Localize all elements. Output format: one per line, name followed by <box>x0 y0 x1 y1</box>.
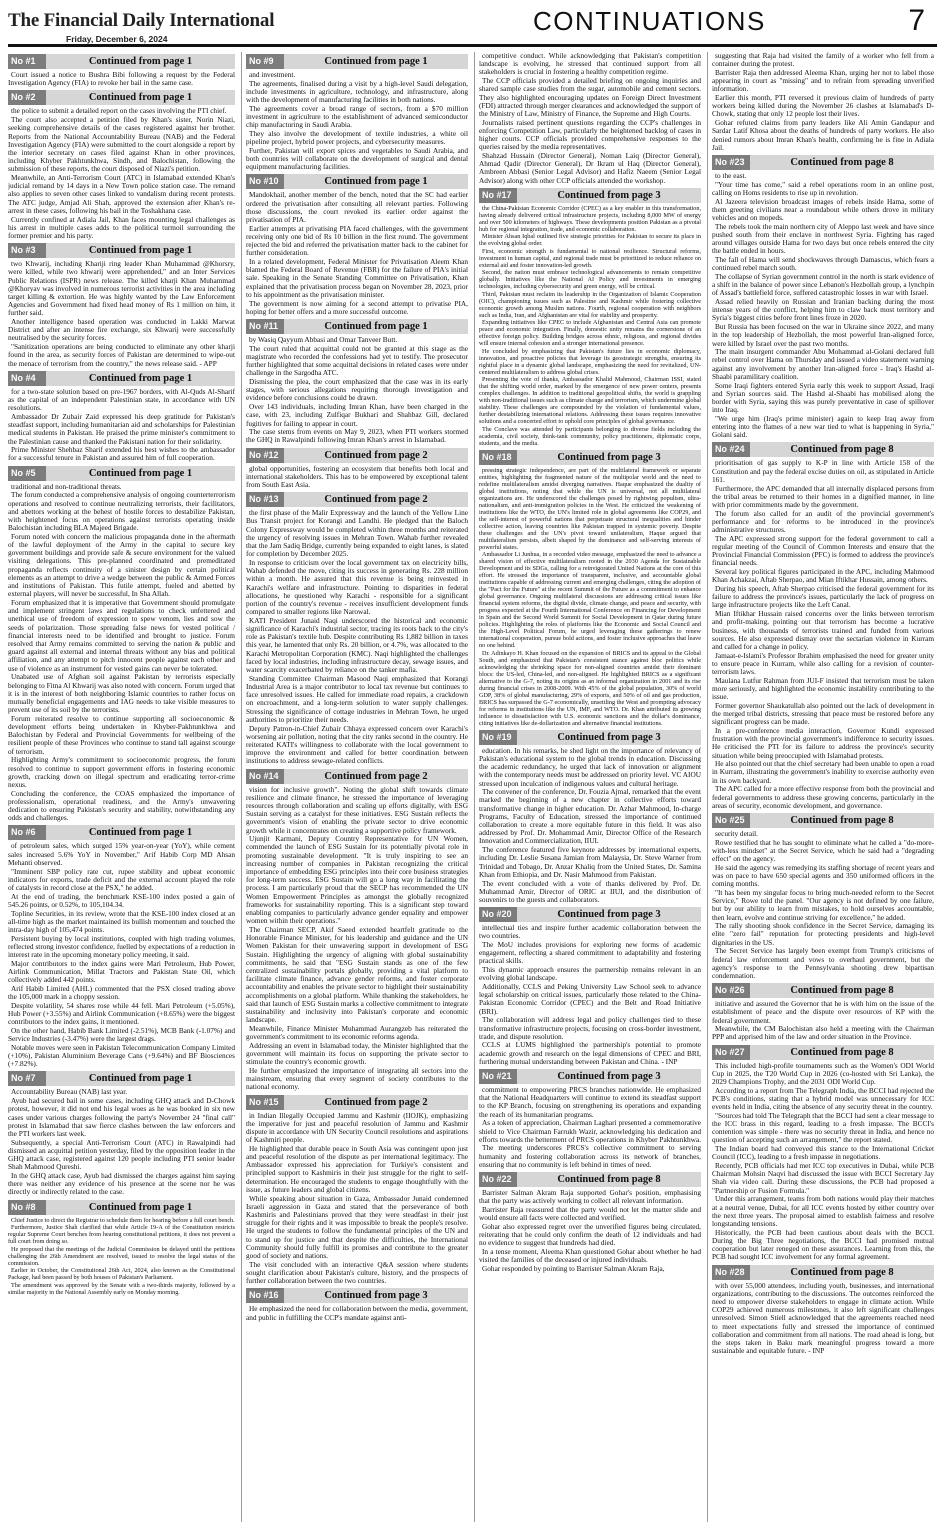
article-paragraph: security detail. <box>715 828 758 838</box>
continuation-block <box>246 319 468 445</box>
article-paragraph: Some Iraqi fighters entered Syria early this week to support Assad, Iraqi and Syrian sources said. The Hashd al-Shaabi has mobilised along the border with Syria, saying this was purely preventative in case of spillover into Iraq. <box>712 380 934 415</box>
continuation-header <box>479 1172 701 1187</box>
article-paragraph: The APC called for a more effective response from both the provincial and federal governments to address these growing concerns, particularly in the areas of security, economic development, and governance. <box>712 784 934 810</box>
continuation-block <box>479 730 701 904</box>
continuation-number: No #1 <box>8 54 46 69</box>
article-paragraph: During his speech, Aftab Sherpao criticised the federal government for its failure to address the province's issues, particularly the lack of progress on large infrastructure projects like the Left Canal. <box>712 583 934 610</box>
article-paragraph: Gohar responded by pointing to Barrister Salman Akram Raja, <box>482 1263 665 1273</box>
continuation-title: Continued from page 1 <box>284 174 468 189</box>
article-paragraph: Shahzad Hussain (Director General), Noman Laiq (Director General), Ahmad Qadir (Director General), Dr Ikram ul Haq (Director General), Ambreen Abbasi (Senior Legal Advisor) and Hafiz Naeem (Senior Legal Advisor) along with other CCP officials attended the workshop. <box>479 150 701 185</box>
article-paragraph: First, economic strength is fundamental to national resilience. Structural reforms, investment in human capital, and regional trade must be prioritized to reduce reliance on external aid and foster innovation-led growth. <box>479 247 701 269</box>
continuation-title: Continued from page 1 <box>46 243 235 258</box>
article-paragraph: Mandokhail, another member of the bench, noted that the SC had earlier ordered the privatisation after consulting all relevant parties. Following those discussions, the court revoked its earlier order against the privatisation of PIA. <box>246 190 468 225</box>
continuation-title: Continued from page 8 <box>750 1265 934 1280</box>
article-paragraph: Topline Securities, in its review, wrote that the KSE-100 index closed at an all-time high as the market maintained its bullish momentum and touched the intra-day high of 105,474 points. <box>8 908 235 934</box>
continuation-block <box>712 1045 934 1262</box>
article-paragraph: The meeting underscores PRCS's collective commitment to serving humanity and fostering collaboration across its network of branches, ensuring that no community is left behind in times of need. <box>479 1143 701 1169</box>
article-paragraph: The rebels took the main northern city of Aleppo last week and have since pushed south from their enclave in northwest Syria. Fighting has raged around villages outside Hama for two days but once rebels entered the city the battle ended in hours. <box>712 221 934 256</box>
article-paragraph: The court also accepted a petition filed by Khan's sister, Norin Niazi, seeking comprehensive details of the cases registered against her brother. Reports from the National Accountability Bureau (NAB) and the Federal Investigation Agency (FIA) were submitted to the court alongside a report by the interior secretary on cases filed against Khan in other provinces, including Khyber Pakhtunkhwa, Sindh, and Balochistan, following the submission of these reports, the court disposed of Niazi's petition. <box>8 115 235 174</box>
continuation-title: Continued from page 8 <box>750 442 934 457</box>
continuation-header <box>246 319 468 334</box>
article-paragraph: The forum also called for an audit of the provincial government's performance and for reforms to be introduced in the province's administrative structures. <box>712 508 934 535</box>
continuation-header <box>8 371 235 386</box>
article-paragraph: Notable moves were seen in Pakistan Telecommunication Company Limited (+10%), Pakistan Aluminium Beverage Cans (+9.64%) and BF Biosciences (+7.82%). <box>8 1042 235 1069</box>
article-paragraph: to the east. <box>715 170 747 180</box>
article-paragraph: Assad relied heavily on Russian and Iranian backing during the most intense years of the conflict, helping him to claw back most territory and Syria's biggest cities before front lines froze in 2020. <box>712 296 934 323</box>
continuation-block <box>712 813 934 980</box>
article-paragraph: Dismissing the plea, the court emphasized that the case was in its early stages, with serious allegations requiring thorough investigation and evidence before conclusions could be drawn. <box>246 377 468 403</box>
article-paragraph: Another intelligence based operation was conducted in Lakki Marwat District and after an intense fire exchange, six Khwarij were successfully neutralised by the security forces. <box>8 317 235 343</box>
article-paragraph: Ayub had secured bail in some cases, including GHQ attack and D-Chowk protest, however, it did not end his legal woes as he was booked in six new cases under various charges following the party's November 24 "final call" protest in Islamabad that saw fierce clashes between the law enforcers and the PTI workers last week. <box>8 1096 235 1138</box>
continuation-title: Continued from page 1 <box>46 1200 235 1215</box>
continuation-number: No #18 <box>479 450 517 465</box>
article-paragraph: The MoU includes provisions for exploring new forms of academic engagement, reflecting a shared commitment to adaptability and fostering practical skills. <box>479 940 701 966</box>
article-paragraph: vision for inclusive growth". Noting the global shift towards climate resilience and climate finance, he stressed the importance of leveraging resources through collaboration and scaling up efforts digitally, with ESG Sustain serving as a catalyst for these initiatives. ESG Sustain reflects the government's vision of enabling the private sector to drive economic growth while it concentrates on creating a supportive policy framework. <box>246 784 468 835</box>
continuation-header <box>712 983 934 998</box>
continuation-header <box>246 1288 468 1303</box>
continuation-header <box>246 492 468 507</box>
continuation-number: No #25 <box>712 813 750 828</box>
article-paragraph: Gohar refuted claims from party leaders like Ali Amin Gandapur and Sardar Latif Khosa about the deaths of hundreds of party workers. He also denied rumors about Imran Khan's health, confirming he is fine in Adiala Jail. <box>712 118 934 152</box>
continuation-block <box>479 907 701 1066</box>
continuation-header <box>8 54 235 69</box>
article-paragraph: Al Jazeera television broadcast images of rebels inside Hama, some of them greeting civilians near a roundabout while others drove in military vehicles and on mopeds. <box>712 196 934 222</box>
article-paragraph: In a related development, Federal Minister for Privatisation Aleem Khan blamed the Federal Board of Revenue (FBR) for the failure of PIA's initial sale. Speaking in the Senate Standing Committee on Privatisation, Khan explained that the privatisation process began on November 28, 2023, prior to his appointment as the privatisation minister. <box>246 257 468 299</box>
continuation-header <box>8 466 235 481</box>
article-paragraph: in Indian Illegally Occupied Jammu and Kashmir (IIOJK), emphasizing the imperative for just and peaceful resolution of Jammu and Kashmir dispute in accordance with UN Security Council resolutions and aspirations of Kashmiri people. <box>246 1110 468 1145</box>
continuation-number: No #6 <box>8 825 46 840</box>
article-paragraph: The convener of the conference, Dr. Fouzia Ajmal, remarked that the event marked the beginning of a new chapter in collective efforts toward transformative change in higher education. Dr. Azhar Mahmood, In-charge Programs, Faculty of Education, stressed the importance of continued collaboration to create a more equitable future in this field. It was also addressed by Prof. Dr. Mohammad Amir, Director Office of the Research Innovation and Commercialization, IIUI. <box>479 787 701 846</box>
article-paragraph: with over 55,000 attendees, including youth, businesses, and international organizations, contributing to the discussions. The outcomes reinforced the need to empower diverse stakeholders to engage in climate action. While COP29 achieved numerous milestones, it also left significant challenges unresolved. Simon Stiell acknowledged that the agreements reached need to meet expectations fully and stressed the importance of continued collaboration and commitment from all nations. The road ahead is long, but the steps taken in Baku mark meaningful progress toward a more sustainable and equitable future. - INP <box>712 1280 934 1356</box>
article-paragraph: Earlier in October, the Constitutional 26th Act, 2024, also known as the Constitutional Package, had been passed by both houses of Pakistan's Parliament. <box>8 1267 235 1282</box>
continuation-header <box>712 1265 934 1280</box>
continuation-header <box>479 188 701 203</box>
article-paragraph: "We urge him (Iraq's prime minister) again to keep Iraq away from entering into the flames of a new war tied to what is happening in Syria," Golani said. <box>712 413 934 440</box>
article-paragraph: The agreements, finalised during a visit by a high-level Saudi delegation, include investments in agriculture, technology, and infrastructure, along with the development of manufacturing facilities in both nations. <box>246 78 468 105</box>
article-paragraph: The Chairman SECP, Akif Saeed extended heartfelt gratitude to the Honorable Finance Minister, for his leadership and guidance and the UN Women Pakistan for their unwavering support in development of ESG Sustain. Highlighting the urgency of aligning with global sustainability commitments, he said that "ESG Sustain stands as one of the few centralized sustainability portals globally, providing a vital platform to facilitate climate finance, advance gender reforms, and foster corporate accountability and enables the private sector to highlight their sustainability accomplishments on a global platform. While thanking the stakeholders, he said that launch of ESG Sustain marks a collective commitment to integrate sustainability and inclusivity into Pakistan's corporate and economic landscape. <box>246 924 468 1025</box>
continuation-number: No #5 <box>8 466 46 481</box>
continuation-number: No #24 <box>712 442 750 457</box>
article-paragraph: But Russia has been focused on the war in Ukraine since 2022, and many in the top leadership of Hezbollah, the most powerful Iran-aligned force, were killed by Israel over the past two months. <box>712 322 934 348</box>
article-paragraph: The rally shooting shook confidence in the Secret Service, damaging its elite "zero fail" reputation for protecting presidents and high-level dignitaries in the US. <box>712 921 934 947</box>
continuation-title: Continued from page 3 <box>517 730 701 745</box>
article-paragraph: Minister Ahsan Iqbal outlined five strategic priorities for Pakistan to secure its place in the evolving global order. <box>479 233 701 248</box>
article-paragraph: two Khwarij, including Khariji ring leader Khan Muhammad @Khorsry, were killed, while two khwarij were apprehended," and an Inter Services Public Relations (ISPR) news release. The killed kharji Khan Muhammad @Khoryav was involved in numerous terrorist activities in the area including target killing & extortion. He was highly wanted by the Law Enforcement Agencies and Government had fixed head money of Rs 1 million on him, it further said. <box>8 259 235 318</box>
article-paragraph: The Conclave was attended by participants belonging to diverse fields including the academia, civil society, think-tank community, policy practitioners, diplomatic corps, students, and the media. <box>479 425 701 447</box>
continuation-number: No #14 <box>246 769 284 784</box>
article-paragraph: global opportunities, fostering an ecosystem that benefits both local and international stakeholders. This has to be empowered by exceptional talent from South East Asia. <box>246 463 468 490</box>
article-paragraph: the China-Pakistan Economic Corridor (CPEC) as a key enabler in this transformation, having already delivered critical infrastructure projects, including 8,000 MW of energy and over 500 kilometers of highways. These developments position Pakistan as a pivotal hub for regional integration, trade, and economic collaboration. <box>479 204 701 233</box>
article-paragraph: This included high-profile tournaments such as the Women's ODI World Cup in 2025, the T20 World Cup in 2026 (co-hosted with Sri Lanka), the 2029 Champions Trophy, and the 2031 ODI World Cup. <box>712 1060 934 1087</box>
continuation-header <box>246 769 468 784</box>
continuation-block <box>479 450 701 727</box>
article-paragraph: The Secret Service has largely been exempt from Trump's criticisms of federal law enforcement and vows to overhaul government, but the agency's response to the Pennsylvania shooting drew bipartisan condemnation. <box>712 946 934 980</box>
continuation-block <box>712 442 934 810</box>
article-paragraph: for a two-state solution based on pre-1967 borders, with Al-Quds Al-Sharif as the capital of an independent Palestinian state, in accordance with UN resolutions. <box>8 386 235 413</box>
article-paragraph: by Wasiq Qayyum Abbasi and Omar Tanveer Butt. <box>249 334 398 344</box>
continuation-block <box>246 492 468 765</box>
continuation-title: Continued from page 3 <box>517 907 701 922</box>
continuation-block <box>8 54 235 87</box>
continuation-number: No #9 <box>246 54 284 69</box>
article-paragraph: This dynamic approach ensures the partnership remains relevant in an evolving global landscape. <box>479 965 701 983</box>
article-paragraph: Dr. Adinkayo H. Khan focused on the expansion of BRICS and its appeal to the Global South, and emphasized that Pakistan's consistent stance against bloc politics while acknowledging the shrinking space for non-aligned countries amidst their dominant blocs: the US-led, China-led, and non-aligned. He highlighted BRICS as a significant alternative to the G-7, noting its origins as an informal organization in 2001 and its rise during financial crises in 2008-2009. With 45% of the global population, 30% of world GDP, 38% of global manufacturing, 29% of exports, and 50% of oil and gas production, BRICS has surpassed the G-7 economically, unsettling the West and prompting advocacy for reforms in institutions like the UN, IMF, and WTO. Dr. Khan attributed its growing influence to dissatisfaction with U.S. economic sanctions and the dollar's dominance, citing initiatives like de-dollarization and alternative financial institutions. <box>479 649 701 727</box>
article-paragraph: In response to criticism over the local government tax on electricity bills, Wahab defended the move, citing its success in generating Rs. 228 million within a month. He assured that this revenue is being reinvested in Karachi's welfare and infrastructure. Pointing to disparities in federal allocations, he questioned why Karachi - responsible for a significant portion of the country's revenue - receives insufficient development funds compared to smaller regions like Narowal. <box>246 557 468 617</box>
article-paragraph: The amendment was approved by the Senate with a two-thirds majority, followed by a similar majority in the National Assembly early on Monday morning. <box>8 1281 235 1296</box>
continuation-number: No #20 <box>479 907 517 922</box>
continuation-header <box>246 174 468 189</box>
article-paragraph: The conference featured five keynote addresses by international experts, including Dr. Leslie Susana Jamian from Malaysia, Dr. Steve Warner from Trinidad and Tobago, Dr. Anzar Khaliq from the United States, Dr. Samina Khan from Ethiopia, and Dr. Nasir Mahmood from Pakistan. <box>479 845 701 879</box>
article-paragraph: Accountability Bureau (NAB) last year. <box>11 1087 128 1097</box>
article-paragraph: competitive conduct. While acknowledging that Pakistan's competition landscape is evolving, he stressed that continued support from all stakeholders is crucial in fostering a healthy competition regime. <box>479 52 701 77</box>
article-paragraph: traditional and non-traditional threats. <box>11 481 122 491</box>
continuation-header <box>479 907 701 922</box>
continuation-block <box>712 52 934 152</box>
continuation-block <box>8 466 235 823</box>
continuation-header <box>712 813 934 828</box>
article-paragraph: Ambassador Li Junhua, in a recorded video message, emphasized the need to advance a shared vision of effective multilateralism rooted in the 2030 Agenda for Sustainable Development and its SDGs, calling for a reinvigorated United Nations at the core of this effort. He stressed the importance of transparent, inclusive, and accountable global institutions capable of addressing current and emerging challenges, citing the adoption of the "Pact for the Future" at the recent Summit of the Future as a commitment to enhance global governance. Ongoing multilateral discussions are addressing critical issues like financial system reforms, the digital divide, climate change, and peace and security, with progress expected at the Fourth International Conference on Financing for Development in Spain and the Second World Summit for Social Development in Qatar during future policies. Highlighting the roles of platforms like the Economic and Social Council and the High-Level Political Forum, he urged leveraging these gatherings to renew international cooperation, pursue bold actions, and foster inclusive approaches that leave no one behind. <box>479 551 701 650</box>
article-paragraph: Presenting the vote of thanks, Ambassador Khalid Mahmood, Chairman ISSI, stated that the shifting world order, marked by the emergence of new power centers, presents complex challenges. In addition to traditional geopolitical shifts, the world is grappling with non-traditional issues such as climate change and terrorism, which undermine global stability. These challenges are compounded by the violation of fundamental values, further destabilizing international relations. Addressing these issues requires innovative solutions and a concerted effort to uphold core principles of global governance. <box>479 376 701 426</box>
article-paragraph: "Imminent SBP policy rate cut, rupee stability and upbeat economic indicators for exports, trade deficit and the external account played the role of catalysts in record close at the PSX," he added. <box>8 866 235 892</box>
article-paragraph: intellectual ties and inspire further academic collaboration between the two countries. <box>479 923 701 941</box>
column-2 <box>241 52 468 1522</box>
continuation-title: Continued from page 3 <box>517 1069 701 1084</box>
continuation-number: No #2 <box>8 90 46 105</box>
continuation-header <box>479 1069 701 1084</box>
article-paragraph: of petroleum sales, which surged 15% year-on-year (YoY), while cement sales increased 5.6% YoY in November," Arif Habib Corp MD Ahsan Mehanti observed. <box>8 841 235 867</box>
article-paragraph: the police to submit a detailed report on the cases involving the PTI chief. <box>11 106 227 116</box>
article-paragraph: The main insurgent commander Abu Mohammad al-Golani declared full rebel control over Hama on Thursday and issued a video statement warning against any involvement by another Iran-aligned force - Iraq's Hashd al-Shaabi paramilitary coalition. <box>712 347 934 381</box>
article-paragraph: Ujunjit Karmani, Deputy Country Representative for UN Women, commended the launch of ESG Sustain for its potentially pivotal role in promoting sustainable development. "It is truly inspiring to see an increasing number of companies in Pakistan recognizing the critical importance of embedding ESG principles into their core business strategies for long-term success. ESG Sustain will go a long way in facilitating the process. I am particularly proud that the SECP has recommended the UN Women Empowerment Principles as amongst the globally recognized frameworks for sustainability reporting. This is a significant step toward enabling companies to particularly advance gender equality and empower women within their operations." <box>246 834 468 926</box>
continuation-title: Continued from page 2 <box>284 448 468 463</box>
continuation-block <box>8 371 235 463</box>
continuation-block <box>246 448 468 490</box>
continuation-block <box>479 1172 701 1273</box>
continuation-title: Continued from page 2 <box>284 769 468 784</box>
article-paragraph: He concluded by emphasizing that Pakistan's future lies in economic diplomacy, innovation, and proactive policies that leverage its geostrategic strengths, ensuring its rightful place in a dynamic global landscape, emphasizing the need for revitalized, UN-centered multilateralism to address global crises. <box>479 347 701 376</box>
article-paragraph: Journalists raised pertinent questions regarding the CCP's challenges in enforcing Competition Law, particularly the heightened backlog of cases in higher courts. CCP officials provided comprehensive responses to the queries raised by the media representatives. <box>479 117 701 152</box>
continuation-number: No #17 <box>479 188 517 203</box>
article-paragraph: The agreements cover a broad range of sectors, from a $70 million investment in agriculture to the establishment of advanced semiconductor chip manufacturing in Saudi Arabia. <box>246 103 468 130</box>
continuation-title: Continued from page 2 <box>284 492 468 507</box>
continuation-block <box>246 769 468 1092</box>
article-paragraph: education. In his remarks, he shed light on the importance of relevancy of Pakistan's educational system to the global trends in education. Discussing the academic redundancy, he urged that lack of innovation or alignment with the contemporary needs must be addressed on priority level. VC AIOU stressed upon inculcation of indigenous values and cultural heritage. <box>479 745 701 788</box>
continuation-header <box>8 1071 235 1086</box>
article-paragraph: Mian Iftikhar Hussain raised concerns over the links between terrorism and profit-making, pointing out that terrorism has become a lucrative business, with thousands of terrorists trained and funded from various sources. He also expressed dismay over the sectarian violence in Kurram and called for a change in policy. <box>712 609 934 651</box>
article-paragraph: Maulana Lutfur Rahman from JUI-F insisted that terrorism must be taken more seriously, and highlighted the economic instability contributing to the issue. <box>712 675 934 702</box>
continuation-title: Continued from page 3 <box>284 1288 468 1303</box>
continuation-number: No #16 <box>246 1288 284 1303</box>
continuation-title: Continued from page 3 <box>517 188 701 203</box>
article-paragraph: Meanwhile, an Anti-Terrorism Court (ATC) in Islamabad extended Khan's judicial remand by 14 days in a New Town police station case. The remand also applies to seven other cases linked to vandalism during recent protests. The ATC judge, Amjad Ali Shah, approved the extension after Khan's re-arrest in these cases, following his bail in the Toshakhana case. <box>8 173 235 215</box>
article-paragraph: Highlighting Army's commitment to socioeconomic progress, the forum resolved to continue to support government efforts in fostering economic growth, cracking down on illegal spectrum and eradicating terror-crime nexus. <box>8 755 235 789</box>
article-paragraph: commitment to empowering PRCS branches nationwide. He emphasized that the National Headquarters will continue to extend its steadfast support to the KP Branch, focusing on strengthening its operations and expanding the reach of its humanitarian programs. <box>479 1085 701 1119</box>
article-paragraph: Barrister Raja reassured that the party would not let the matter slide and would ensure all facts were collected and verified. <box>479 1205 701 1223</box>
article-paragraph: Under this arrangement, teams from both nations would play their matches at a neutral venue, Dubai, for all ICC events hosted by either country over the next three years. The proposal aimed to establish fairness and resolve longstanding tensions. <box>712 1194 934 1228</box>
continuation-block <box>246 1288 468 1321</box>
continuation-header <box>479 450 701 465</box>
article-paragraph: initiative and assured the Governor that he is with him on the issue of the establishment of peace and the dispute over resources of KP with the federal government. <box>712 999 934 1025</box>
article-paragraph: In the GHQ attack case, Ayub had dismissed the charges against him saying there was neither any evidence of his presence at the scene nor he was directly or indirectly related to the case. <box>8 1170 235 1197</box>
article-paragraph: KATI President Junaid Naqi underscored the historical and economic significance of Karachi's industrial sector, tracing its roots back to the city's role as Pakistan's textile hub. Despite contributing Rs 1,882 billion in taxes this year, he lamented that only Rs. 20 billion, or 4.7%, was allocated to the Karachi Metropolitan Corporation (KMC). Naqi highlighted the challenges faced by local industries, including infrastructure decay, sewage issues, and water scarcity exacerbated by reliance on the tanker mafia. <box>246 615 468 675</box>
continuation-block <box>712 983 934 1042</box>
article-paragraph: Furthermore, the APC demanded that all internally displaced persons from the tribal areas be returned to their homes in a dignified manner, in line with prior commitments made by the government. <box>712 483 934 509</box>
article-paragraph: "Sanitization operations are being conducted to eliminate any other kharji found in the area, as security forces of Pakistan are determined to wipe-out the menace of terrorism from the country," the news release said. - APP <box>8 342 235 368</box>
continuation-title: Continued from page 8 <box>750 1045 934 1060</box>
article-paragraph: Major contributors to the index gains were Mari Petroleum, Hub Power, Airlink Communication, Millat Tractors and Pakistan State Oil, which collectively added 442 points. <box>8 958 235 985</box>
article-paragraph: He said the agency was remedying its staffing shortage of recent years and was on pace to have 650 special agents and 350 uniformed officers in the coming months. <box>712 862 934 889</box>
continuation-number: No #23 <box>712 155 750 170</box>
continuation-number: No #15 <box>246 1095 284 1110</box>
continuation-number: No #13 <box>246 492 284 507</box>
article-paragraph: The APC expressed strong support for the federal government to call a regular meeting of the Council of Common Interests and ensure that the Provincial Financial Commission (PFC) is formed to address the province's financial needs. <box>712 533 934 568</box>
article-paragraph: Forum emphasized that it is imperative that Government should promulgate and implement stringent laws and regulations to check unfettered and unethical use of freedom of expression to spew venom, lies and sow the seeds of polarization. Those spreading false news for vested political / financial interests need to be identified and brought to justice. Forum resolved that Army remains committed to serving the nation & public and guard against all external and internal threats without any bias and political affiliation, and any attempt to pitch innocent people against each other and use of violence as an instrument for vested gains can never be tolerated. <box>8 597 235 673</box>
column-1 <box>8 52 235 1522</box>
article-paragraph: Chief Justice to direct the Registrar to schedule them for hearing before a full court bench. <box>11 1216 235 1224</box>
continuation-title: Continued from page 8 <box>750 813 934 828</box>
continuation-title: Continued from page 1 <box>46 90 235 105</box>
article-paragraph: Arif Habib Limited (AHL) commented that the PSX closed trading above the 105,000 mark in a choppy session. <box>8 983 235 1002</box>
article-paragraph: Historically, the PCB had been cautious about deals with the BCCI. During the Big Three negotiations, the BCCI had promised mutual cooperation but later reneged on these assurances. Learning from this, the PCB had sought ICC involvement for any formal agreement. <box>712 1227 934 1262</box>
continuation-header <box>712 155 934 170</box>
article-paragraph: Concluding the conference, the COAS emphasized the importance of professionalism, operational readiness, and the Army's unwavering dedication to ensuring Pakistan's security and stability, notwithstanding any odds and challenges. <box>8 788 235 823</box>
article-paragraph: Rowe testified that he has sought to eliminate what he called a "do-more-with-less mindset" at the Secret Service, which he said had a "degrading effect" on the agency. <box>712 837 934 864</box>
article-paragraph: He emphasized the need for collaboration between the media, government, and public in fulfilling the CCP's mandate against anti- <box>246 1304 468 1322</box>
article-paragraph: Earlier this month, PTI reversed it previous claim of hundreds of party workers being killed during the November 26 clashes at Islamabad's D-Chowk, stating that only 12 people lost their lives. <box>712 93 934 119</box>
continuation-title: Continued from page 1 <box>46 1071 235 1086</box>
article-paragraph: Standing Committee Chairman Masood Naqi emphasized that Korangi Industrial Area is a major contributor to local tax revenue but continues to face unresolved issues. He called for immediate road repairs, a crackdown on encroachment, and a long-term solution to water supply challenges. Stressing the significance of cottage industries in Mehran Town, he urged authorities to prioritize their needs. <box>246 673 468 724</box>
article-paragraph: Unabated use of Afghan soil against Pakistan by terrorists especially belonging to Fitna Al Khwarij was also noted with concern. Forum urged that it is in the interest of both neighboring Islamic countries to rather focus on mutually beneficial engagements and IAG needs to take visible measures to prevent use of its soil by the terrorists. <box>8 672 235 715</box>
continuation-block <box>8 1200 235 1296</box>
article-columns <box>8 52 937 1522</box>
article-paragraph: In a pre-conference media interaction, Governor Kundi expressed frustration with the provincial government's indifference to security issues. He criticised the PTI for its failure to address the province's security situation while being preoccupied with Islamabad protests. <box>712 725 934 760</box>
continuation-title: Continued from page 1 <box>284 54 468 69</box>
article-paragraph: At the end of trading, the benchmark KSE-100 index posted a gain of 545.26 points, or 0.52%, to 105,104.34. <box>8 891 235 909</box>
article-paragraph: Ambassador Dr Zubair Zaid expressed his deep gratitude for Pakistan's steadfast support, including humanitarian aid and scholarships for Palestinian medical students in Pakistan. He praised the prime minister's commitment to the Palestinian cause and thanked the Pakistani nation for their solidarity. <box>8 411 235 446</box>
article-paragraph: He also pointed out that the chief secretary had been unable to open a road in Kurram, illustrating the government's inability to exercise authority even in its own backyard. <box>712 759 934 785</box>
continuation-number: No #12 <box>246 448 284 463</box>
continuation-title: Continued from page 2 <box>284 1095 468 1110</box>
continuation-header <box>246 448 468 463</box>
article-paragraph: Deputy Patron-in-Chief Zubair Chhaya expressed concern over Karachi's worsening air pollution, noting that the city ranks second in the country. He reiterated KATI's willingness to collaborate with the local government to improve the environment and called for better coordination between institutions to address sewage-related conflicts. <box>246 723 468 766</box>
article-paragraph: The court ruled that acquittal could not be granted at this stage as the magistrate who recorded the confessions had yet to testify. The prosecutor further highlighted that some acquittal decisions in related cases were under challenge in the Sargodha ATC. <box>246 343 468 378</box>
continuation-block <box>479 188 701 447</box>
continuation-number: No #11 <box>246 319 284 334</box>
continuation-header <box>8 90 235 105</box>
article-paragraph: Third, Pakistan must reclaim its leadership in the Organization of Islamic Cooperation (OIC), championing issues such as Palestine and Kashmir while fostering collective economic growth among Muslim nations. Fourth, regional cooperation with neighbors such as India, Iran, and Afghanistan are vital for stability and prosperity. <box>479 290 701 319</box>
article-paragraph: The government is now aiming for a second attempt to privatise PIA, hoping for better offers and a more successful outcome. <box>246 298 468 316</box>
article-paragraph: The CCP officials provided a detailed briefing on ongoing inquiries and shared sample case studies from the sugar, automobile and cement sectors. They also highlighted encouraging updates on Foreign Direct Investment (FDI) attracted through merger clearances and acknowledged the support of the Ministry of Law, Ministry of Finance, the Supreme and High Courts. <box>479 76 701 118</box>
continuation-number: No #22 <box>479 1172 517 1187</box>
continuation-block <box>712 1265 934 1356</box>
continuation-block <box>712 155 934 440</box>
article-paragraph: "Your time has come," said a rebel operations room in an online post, calling on Homs residents to rise up in revolution. <box>712 179 934 197</box>
article-paragraph: He highlighted that durable peace in South Asia was contingent upon just and peaceful resolution of the dispute as per international legitimacy. The Ambassador expressed his appreciation for Turkiye's consistent and principled support to Kashmiris in their just struggle for the right to self-determination. He encouraged the students to engage thoughtfully with the issue, as future leaders and global citizens. <box>246 1143 468 1194</box>
continuation-header <box>8 243 235 258</box>
continuation-number: No #8 <box>8 1200 46 1215</box>
article-paragraph: Meanwhile, the CM Balochistan also held a meeting with the Chairman PPP and apprised him of the law and order situation in the Province. <box>712 1024 934 1042</box>
article-paragraph: Forum reiterated resolve to continue supporting all socioeconomic & development efforts being undertaken in Khyber-Pakhtunkhwa and Balochistan by Federal and Provincial Governments for wellbeing of the resilient people of these Provinces who continue to stand tall against scourge of terrorism. <box>8 713 235 756</box>
article-paragraph: suggesting that Raja had visited the family of a worker who fell from a container during the protest. <box>712 52 934 69</box>
article-paragraph: Court issued a notice to Bushra Bibi following a request by the Federal Investigation Agency (FIA) to revoke her bail in the same case. <box>8 70 235 88</box>
article-paragraph: The fall of Hama will send shockwaves through Damascus, which fears a continued rebel march south. <box>712 254 934 273</box>
article-paragraph: prioritisation of gas supply to K-P in line with Article 158 of the Constitution and pay the federal excise duties on oil, as stipulated in Article 161. <box>712 458 934 484</box>
continuation-block <box>8 243 235 368</box>
article-paragraph: and investment. <box>249 70 296 79</box>
article-paragraph: Barrister Raja then addressed Aleema Khan, urging her not to label those appearing in court as "missing" and to refrain from spreading unverified information. <box>712 67 934 94</box>
article-paragraph: Despite volatility, 54 shares rose while 44 fell. Mari Petroleum (+5.05%), Hub Power (+3.55%) and Airlink Communication (+8.65%) were the biggest contributors to the index gains, it mentioned. <box>8 1000 235 1027</box>
article-paragraph: Recently, PCB officials had met ICC top executives in Dubai, while PCB Chairman Mohsin Naqvi had discussed the issue with BCCI Secretary Jay Shah via video call. During these discussions, the PCB had proposed a "Partnership or Fusion Formula." <box>712 1161 934 1195</box>
continuation-header <box>246 54 468 69</box>
article-paragraph: The case stems from events on May 9, 2023, when PTI workers stormed the GHQ in Rawalpindi following Imran Khan's arrest in Islamabad. <box>246 427 468 445</box>
continuation-title: Continued from page 1 <box>46 54 235 69</box>
continuation-number: No #21 <box>479 1069 517 1084</box>
article-paragraph: The collaboration will address legal and policy challenges tied to these transformative infrastructure projects, focusing on cross-border investment, trade, and dispute resolution. <box>479 1015 701 1041</box>
article-paragraph: Furthermore, Justice Shah clarified that while Article 19-A of the Constitution restricts regular Supreme Court benches from hearing constitutional petitions, it does not prevent a full court from doing so. <box>8 1224 235 1246</box>
continuation-header <box>8 825 235 840</box>
article-paragraph: Additionally, CCLS and Peking University Law School seek to advance legal scholarship on critical issues, particularly those related to the China-Pakistan Economic Corridor (CPEC) and the Belt and Road Initiative (BRI). <box>479 982 701 1016</box>
continuation-block <box>246 1095 468 1286</box>
masthead <box>8 4 937 44</box>
article-paragraph: The event concluded with a vote of thanks delivered by Prof. Dr. Muhammad Amir, Director of ORIC at IIUI, and the distribution of souvenirs to the guests and collaborators. <box>479 878 701 904</box>
column-3 <box>474 52 701 1522</box>
article-paragraph: On the other hand, Habib Bank Limited (-2.51%), MCB Bank (-1.07%) and Service Industries (-3.47%) were the largest drags. <box>8 1025 235 1044</box>
continuation-header <box>712 1045 934 1060</box>
article-paragraph: Gohar also expressed regret over the unverified figures being circulated, reiterating that he could only confirm the death of 12 individuals and had no evidence to suggest that hundreds had died. <box>479 1221 701 1248</box>
header-rule <box>8 44 937 47</box>
continuation-number: No #26 <box>712 983 750 998</box>
continuation-header <box>246 1095 468 1110</box>
section-title: CONTINUATIONS <box>533 6 766 36</box>
continuation-number: No #7 <box>8 1071 46 1086</box>
continuation-title: Continued from page 8 <box>517 1172 701 1187</box>
continuation-header <box>712 442 934 457</box>
continuation-title: Continued from page 8 <box>750 983 934 998</box>
continuation-header <box>8 1200 235 1215</box>
article-paragraph: "Sources had told The Telegraph that the BCCI had sent a clear message to the ICC brass in this regard, leading to a fresh impasse. The BCCI's contention was simple - there was no security threat in India, and hence no question of accepting such an arrangement," the report stated. <box>712 1110 934 1145</box>
page-number: 7 <box>908 4 925 37</box>
newspaper-name: The Financial Daily International <box>8 10 275 31</box>
continuation-number: No #4 <box>8 371 46 386</box>
article-paragraph: The Indian board had conveyed this stance to the International Cricket Council (ICC), leading to a fresh impasse in negotiations. <box>712 1144 934 1162</box>
article-paragraph: Forum noted with concern the malicious propaganda done in the aftermath of the lawful deployment of the Army in the capital to secure key government buildings and provide safe & secure environment for the valued visiting delegations. This pre-planned coordinated and premeditated propaganda reflects continuity of a sinister design by certain political elements as an attempt to drive a wedge between the public & Armed Forces and institutions of Pakistan. This futile attempt, fueled and abetted by external players, will never be successful, In Sha Allah. <box>8 531 235 599</box>
article-paragraph: They also involve the development of textile industries, a white oil pipeline project, hybrid power projects, and cybersecurity measures. <box>246 128 468 147</box>
continuation-block <box>479 1069 701 1169</box>
continuation-number: No #10 <box>246 174 284 189</box>
continuation-block <box>246 174 468 316</box>
article-paragraph: Over 143 individuals, including Imran Khan, have been charged in the case, with 23, including Zulfiqar Bukhari and Shahbaz Gill, declared fugitives for failing to appear in court. <box>246 402 468 428</box>
article-paragraph: CCLS at LUMS highlighted the partnership's potential to promote academic growth and research on the legal dimensions of CPEC and BRI, furthering mutual understanding between Pakistan and China. - INP <box>479 1040 701 1066</box>
issue-date: Friday, December 6, 2024 <box>66 34 168 44</box>
article-paragraph: He further emphasized the importance of integrating all sectors into the mainstream, ensuring that every segment of society contributes to the national economy. <box>246 1065 468 1092</box>
article-paragraph: Currently confined at Adiala Jail, Khan faces mounting legal challenges as his arrest in multiple cases adds to the political turmoil surrounding the former premier and his party. <box>8 214 235 240</box>
article-paragraph: In a tense moment, Aleema Khan questioned Gohar about whether he had visited the families of the deceased or injured individuals. <box>479 1247 701 1265</box>
continuation-title: Continued from page 1 <box>46 466 235 481</box>
continuation-number: No #19 <box>479 730 517 745</box>
article-paragraph: Several key political figures participated in the APC, including Mahmood Khan Achakzai, Aftab Sherpao, and Mian Iftikhar Hussain, among others. <box>712 567 934 585</box>
article-paragraph: Addressing an event in Islamabad today, the Minister highlighted that the government will maintain its focus on supporting the private sector to stimulate the country's economic growth. <box>246 1040 468 1067</box>
article-paragraph: Jamaat-e-Islami's Professor Ibrahim emphasised the need for greater unity to ensure peace in Kurram, while also calling for a revision of counter-terrorism laws. <box>712 650 934 677</box>
article-paragraph: The collapse of Syrian government control in the north is stark evidence of a shift in the balance of power since Lebanon's Hezbollah group, a lynchpin of Assad's battlefield force, suffered catastrophic losses in war with Israel. <box>712 271 934 298</box>
continuation-title: Continued from page 1 <box>284 319 468 334</box>
continuation-number: No #3 <box>8 243 46 258</box>
article-paragraph: Further, Pakistan will export spices and vegetables to Saudi Arabia, and both countries will collaborate on the development of surgical and dental equipment manufacturing facilities. <box>246 145 468 172</box>
continuation-block <box>8 825 235 1068</box>
article-paragraph: "It has been my singular focus to bring much-needed reform to the Secret Service," Rowe told the panel. "Our agency is not defined by one failure, but by our ability to learn from mistakes, to hold ourselves accountable, then learn, evolve and continue striving for excellence," he added. <box>712 887 934 922</box>
article-paragraph: Meanwhile, Finance Minister Muhammad Aurangzeb has reiterated the government's commitment to its economic reforms agenda. <box>246 1023 468 1042</box>
continuation-block <box>8 90 235 240</box>
article-paragraph: As a token of appreciation, Chairman Laghari presented a commemorative shield to Vice Chairman Farrukh Wazir, acknowledging his dedication and efforts towards the betterment of PRCS operations in Khyber Pakhtunkhwa. <box>479 1118 701 1144</box>
article-paragraph: the first phase of the Malir Expressway and the launch of the Yellow Line Bus Transit project for Korangi and Landhi. He pledged that the Baloch Colony Expressway would be completed within three months and reiterated the urgency of resolving issues in Mehran Town. Wahab further revealed that the Jam Sadiq Bridge, currently being expanded to eight lanes, is slated for completion by December 2025. <box>246 508 468 559</box>
continuation-block <box>479 52 701 185</box>
article-paragraph: Earlier attempts at privatising PIA faced challenges, with the government receiving only one bid of Rs 10 billion in the first round. The government rejected the bid and referred the privatisation matter back to the cabinet for further consideration. <box>246 223 468 258</box>
continuation-title: Continued from page 8 <box>750 155 934 170</box>
article-paragraph: He proposed that the meetings of the Judicial Commission be delayed until the petitions challenging the 26th Amendment are resolved, issued to resolve the legal status of the commission. <box>8 1245 235 1267</box>
article-paragraph: Former governor Shaukatullah also pointed out the lack of development in the merged tribal districts, stressing that peace must be restored before any significant progress can be made. <box>712 700 934 727</box>
article-paragraph: Second, the nation must embrace technological advancements to remain competitive globally. Initiatives like the National AI Policy and investments in emerging technologies, including cybersecurity and green energy, will be critical. <box>479 269 701 291</box>
article-paragraph: The forum conducted a comprehensive analysis of ongoing counterterrorism operations and resolved to continue neutralizing terrorists, their facilitators, and abettors working at the behest of hostile forces to destabilize Pakistan, with heightened focus on operations against terrorists operating inside Balochistan including BLA Majeed Brigade. <box>8 490 235 533</box>
column-4 <box>707 52 934 1522</box>
continuation-block <box>246 54 468 171</box>
article-paragraph: Expanding initiatives like CPEC to include Afghanistan and Central Asia can promote peace and economic integration. Finally, domestic unity remains the cornerstone of an effective foreign policy. Building bridges across ethnic, religious, and regional divides will ensure internal cohesion and a stronger international presence. <box>479 319 701 348</box>
article-paragraph: According to a report from The Telegraph India, the BCCI had rejected the PCB's conditions, stating that a hybrid model was unnecessary for ICC events held in India, citing the absence of any security threat in the country. <box>712 1085 934 1112</box>
article-paragraph: Barrister Salman Akram Raja supported Gohar's position, emphasising that the party was actively working to collect all relevant information. <box>479 1188 701 1206</box>
article-paragraph: While speaking about situation in Gaza, Ambassador Junaid condemned Israeli aggression in Gaza and stated that the perseverance of both Kashmiris and Palestinians proved that they were steadfast in their just struggle for their rights and it was impossible to break the people's resolve. He urged the students to follow the fundamental principles of the UN and to stand up for justice and that despite the difficulties, the International Community should fully fulfill its promises and contribute to the greater good of society and nations. <box>246 1193 468 1260</box>
continuation-title: Continued from page 1 <box>46 825 235 840</box>
article-paragraph: pressing strategic independence, are part of the multilateral framework or separate entities, highlighting the fragmented nature of the multipolar world and the need to redefine multilateralism amidst diverging narratives. Haque emphasized the duality of global institutions, noting that while the UN is universal, not all multilateral organizations are. He underscored the challenges posed by rightwing populism, ultra-nationalism, and anti-immigration policies in the West. He criticized the weakening of institutions like the WTO, the UN's limited role in global agreements like COP29, and the self-interest of powerful nations that perpetuate structural inequalities and hinder collective action, leaving countries like Pakistan trapped in systemic poverty. Despite these challenges and the UN's pivot toward unilateralism, Haque argued that multilateralism persists, albeit shaped by the dominance and self-serving interests of powerful states. <box>479 466 701 551</box>
continuation-number: No #28 <box>712 1265 750 1280</box>
continuation-number: No #27 <box>712 1045 750 1060</box>
article-paragraph: Persistent buying by local institutions, coupled with high trading volumes, reflected strong investor confidence, fuelled by expectations of a reduction in interest rate in the upcoming monetary policy meeting, it said. <box>8 933 235 960</box>
article-paragraph: Prime Minister Shehbaz Sharif extended his best wishes to the ambassador for a successful tenure in Pakistan and assured him of full cooperation. <box>8 445 235 463</box>
continuation-block <box>8 1071 235 1196</box>
continuation-title: Continued from page 3 <box>517 450 701 465</box>
article-paragraph: Subsequently, a special Anti-Terrorism Court (ATC) in Rawalpindi had dismissed an acquittal petition yesterday, filed by the opposition leader in the GHQ attack case, registered against 120 people including PTI senior leader Shah Mahmood Qureshi. <box>8 1137 235 1172</box>
continuation-header <box>479 730 701 745</box>
continuation-title: Continued from page 1 <box>46 371 235 386</box>
article-paragraph: The visit concluded with an interactive Q&A session where students sought clarification about Pakistan's culture, history, and the prospects of further collaboration between the two countries. <box>246 1259 468 1286</box>
